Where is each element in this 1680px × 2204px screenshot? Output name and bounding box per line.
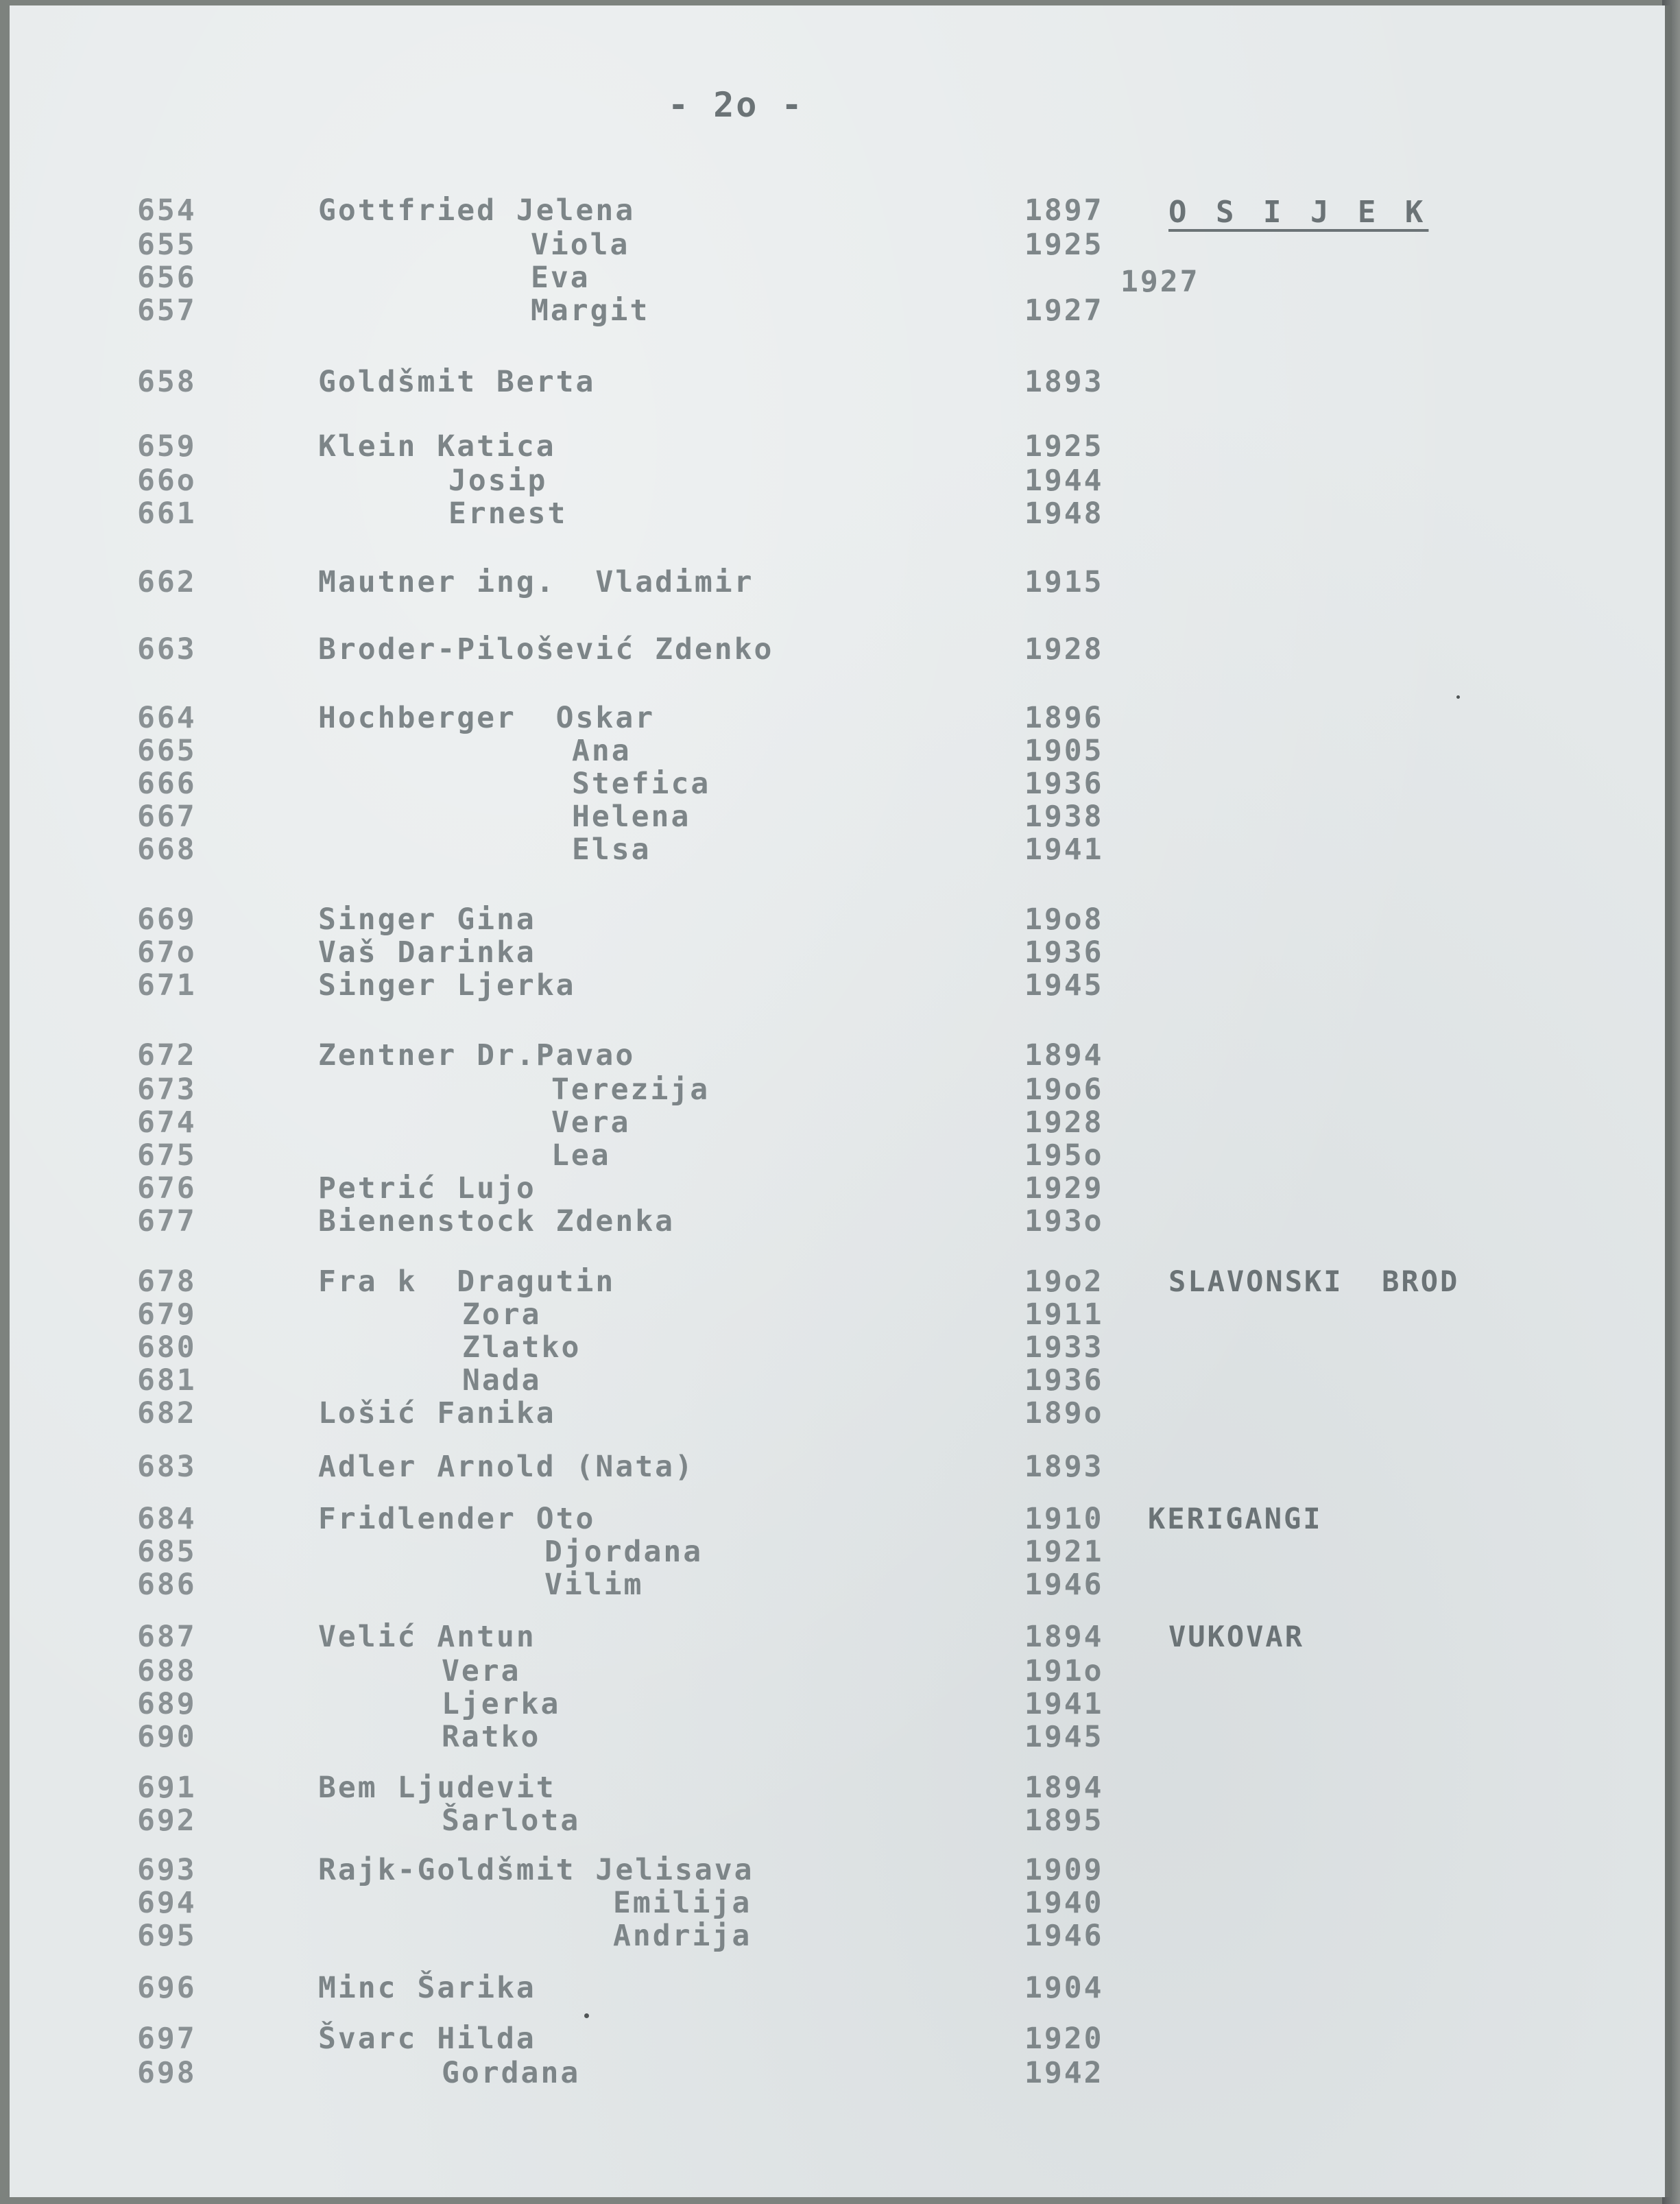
entry-name: Broder-Pilošević Zdenko [318, 632, 774, 667]
entry-name: Ljerka [442, 1687, 561, 1721]
entry-birth-year: 1894 [1024, 1620, 1104, 1654]
entry-name: Mautner ing. Vladimir [318, 565, 754, 599]
place-osijek-extra-year: 1927 [1120, 265, 1200, 299]
entry-birth-year: 1928 [1024, 632, 1104, 667]
entry-number: 661 [137, 496, 197, 531]
entry-number: 692 [137, 1804, 197, 1838]
entry-birth-year: 1945 [1024, 1720, 1104, 1754]
entry-number: 698 [137, 2056, 197, 2090]
entry-birth-year: 1938 [1024, 800, 1104, 834]
entry-name: Rajk-Goldšmit Jelisava [318, 1853, 754, 1887]
entry-number: 680 [137, 1330, 197, 1365]
entry-birth-year: 1946 [1024, 1919, 1104, 1953]
entry-number: 678 [137, 1265, 197, 1299]
entry-name: Velić Antun [318, 1620, 536, 1654]
entry-name: Klein Katica [318, 429, 556, 464]
entry-number: 67o [137, 935, 197, 970]
entry-number: 663 [137, 632, 197, 667]
entry-name: Vaš Darinka [318, 935, 536, 970]
entry-name: Fridlender Oto [318, 1502, 596, 1536]
typed-list-page [10, 5, 1672, 2197]
entry-name: Singer Ljerka [318, 968, 576, 1003]
entry-number: 658 [137, 365, 197, 399]
entry-birth-year: 1893 [1024, 365, 1104, 399]
entry-number: 656 [137, 261, 197, 295]
entry-number: 682 [137, 1396, 197, 1430]
entry-number: 695 [137, 1919, 197, 1953]
entry-name: Šarlota [442, 1804, 581, 1838]
entry-name: Gottfried Jelena [318, 193, 636, 228]
entry-birth-year: 1941 [1024, 833, 1104, 867]
entry-birth-year: 1933 [1024, 1330, 1104, 1365]
entry-name: Nada [462, 1363, 542, 1398]
entry-name: Margit [531, 294, 650, 328]
entry-name: Helena [572, 800, 691, 834]
entry-birth-year: 1944 [1024, 464, 1104, 498]
ink-speck [584, 2013, 589, 2018]
entry-birth-year: 1948 [1024, 496, 1104, 531]
entry-birth-year: 19o6 [1024, 1073, 1104, 1107]
entry-number: 665 [137, 734, 197, 768]
entry-number: 686 [137, 1568, 197, 1602]
entry-birth-year: 193o [1024, 1204, 1104, 1238]
entry-name: Ratko [442, 1720, 541, 1754]
entry-name: Švarc Hilda [318, 2022, 536, 2056]
page-number: - 2o - [668, 85, 804, 125]
entry-birth-year: 1915 [1024, 565, 1104, 599]
entry-number: 681 [137, 1363, 197, 1398]
entry-name: Hochberger Oskar [318, 701, 656, 735]
entry-number: 66o [137, 464, 197, 498]
entry-name: Vilim [544, 1568, 644, 1602]
entry-birth-year: 1941 [1024, 1687, 1104, 1721]
entry-number: 696 [137, 1971, 197, 2005]
entry-number: 671 [137, 968, 197, 1003]
entry-birth-year: 1909 [1024, 1853, 1104, 1887]
entry-number: 691 [137, 1771, 197, 1805]
entry-name: Ana [572, 734, 632, 768]
entry-name: Bienenstock Zdenka [318, 1204, 675, 1238]
entry-birth-year: 1911 [1024, 1297, 1104, 1332]
entry-birth-year: 1921 [1024, 1535, 1104, 1569]
entry-number: 677 [137, 1204, 197, 1238]
entry-number: 659 [137, 429, 197, 464]
ink-speck [1456, 695, 1460, 699]
entry-name: Elsa [572, 833, 651, 867]
entry-number: 697 [137, 2022, 197, 2056]
entry-birth-year: 1896 [1024, 701, 1104, 735]
entry-number: 679 [137, 1297, 197, 1332]
entry-number: 664 [137, 701, 197, 735]
entry-name: Viola [531, 228, 630, 262]
entry-birth-year: 1936 [1024, 767, 1104, 801]
entry-name: Djordana [544, 1535, 704, 1569]
entry-number: 684 [137, 1502, 197, 1536]
entry-name: Emilija [613, 1886, 752, 1920]
entry-birth-year: 1894 [1024, 1038, 1104, 1073]
entry-name: Zentner Dr.Pavao [318, 1038, 636, 1073]
entry-number: 694 [137, 1886, 197, 1920]
entry-birth-year: 1946 [1024, 1568, 1104, 1602]
entry-birth-year: 19o2 [1024, 1265, 1104, 1299]
entry-birth-year: 191o [1024, 1654, 1104, 1688]
entry-number: 655 [137, 228, 197, 262]
entry-name: Terezija [551, 1073, 710, 1107]
entry-birth-year: 1910 [1024, 1502, 1104, 1536]
entry-birth-year: 1893 [1024, 1450, 1104, 1484]
entry-number: 676 [137, 1171, 197, 1206]
entry-birth-year: 1929 [1024, 1171, 1104, 1206]
entry-birth-year: 1945 [1024, 968, 1104, 1003]
entry-number: 688 [137, 1654, 197, 1688]
entry-birth-year: 1925 [1024, 228, 1104, 262]
entry-birth-year: 1936 [1024, 935, 1104, 970]
entry-birth-year: 1925 [1024, 429, 1104, 464]
place-osijek: O S I J E K [1168, 195, 1429, 230]
entry-number: 662 [137, 565, 197, 599]
entry-name: Gordana [442, 2056, 581, 2090]
entry-name: Vera [551, 1105, 631, 1140]
entry-name: Zora [462, 1297, 542, 1332]
entry-number: 667 [137, 800, 197, 834]
entry-name: Zlatko [462, 1330, 581, 1365]
entry-name: Andrija [613, 1919, 752, 1953]
entry-number: 668 [137, 833, 197, 867]
entry-birth-year: 1936 [1024, 1363, 1104, 1398]
entry-birth-year: 1894 [1024, 1771, 1104, 1805]
entry-name: Goldšmit Berta [318, 365, 596, 399]
entry-number: 666 [137, 767, 197, 801]
entry-name: Fra k Dragutin [318, 1265, 616, 1299]
entry-name: Eva [531, 261, 590, 295]
entry-birth-year: 1895 [1024, 1804, 1104, 1838]
entry-number: 674 [137, 1105, 197, 1140]
entry-name: Stefica [572, 767, 711, 801]
entry-number: 657 [137, 294, 197, 328]
entry-name: Bem Ljudevit [318, 1771, 556, 1805]
entry-name: Vera [442, 1654, 521, 1688]
entry-number: 693 [137, 1853, 197, 1887]
place-kerigangi: KERIGANGI [1148, 1502, 1323, 1535]
entry-name: Ernest [448, 496, 568, 531]
entry-name: Lošić Fanika [318, 1396, 556, 1430]
entry-birth-year: 1920 [1024, 2022, 1104, 2056]
entry-birth-year: 189o [1024, 1396, 1104, 1430]
entry-birth-year: 195o [1024, 1138, 1104, 1173]
place-vukovar: VUKOVAR [1168, 1620, 1305, 1653]
entry-name: Josip [448, 464, 548, 498]
entry-name: Lea [551, 1138, 611, 1173]
entry-number: 672 [137, 1038, 197, 1073]
entry-birth-year: 1928 [1024, 1105, 1104, 1140]
entry-number: 683 [137, 1450, 197, 1484]
entry-number: 685 [137, 1535, 197, 1569]
entry-number: 669 [137, 902, 197, 937]
entry-birth-year: 1897 [1024, 193, 1104, 228]
entry-number: 675 [137, 1138, 197, 1173]
place-slavonski-brod: SLAVONSKI BROD [1168, 1265, 1460, 1298]
entry-number: 689 [137, 1687, 197, 1721]
entry-number: 687 [137, 1620, 197, 1654]
entry-birth-year: 1942 [1024, 2056, 1104, 2090]
entry-name: Singer Gina [318, 902, 536, 937]
entry-birth-year: 1940 [1024, 1886, 1104, 1920]
entry-birth-year: 1904 [1024, 1971, 1104, 2005]
entry-name: Minc Šarika [318, 1971, 536, 2005]
entry-birth-year: 19o8 [1024, 902, 1104, 937]
entry-name: Petrić Lujo [318, 1171, 536, 1206]
entry-birth-year: 1927 [1024, 294, 1104, 328]
entry-birth-year: 1905 [1024, 734, 1104, 768]
entry-number: 673 [137, 1073, 197, 1107]
entry-name: Adler Arnold (Nata) [318, 1450, 695, 1484]
entry-number: 690 [137, 1720, 197, 1754]
entry-number: 654 [137, 193, 197, 228]
